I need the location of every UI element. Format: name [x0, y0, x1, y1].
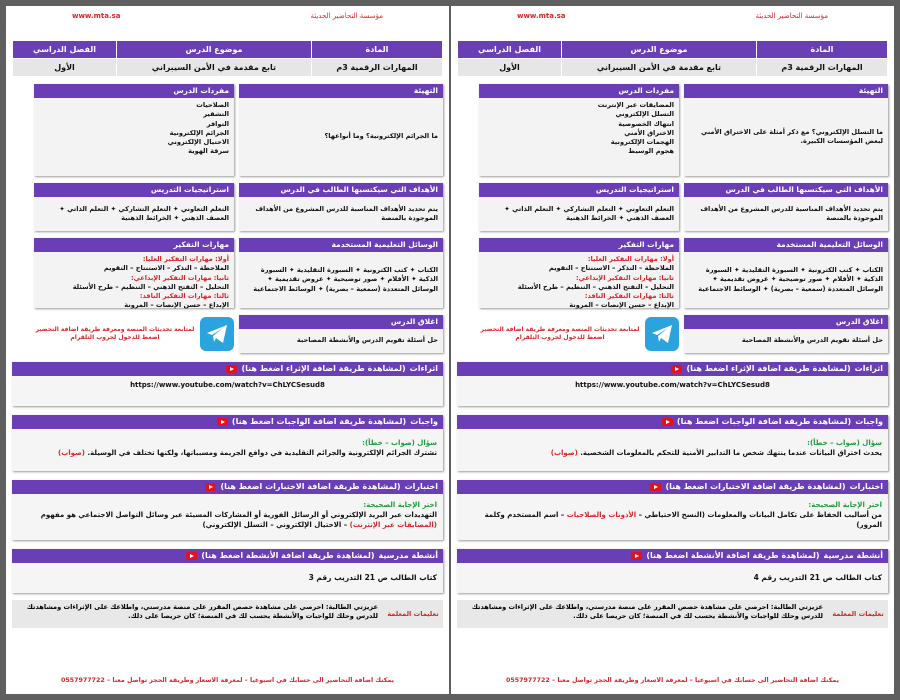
lesson-info-table	[12, 40, 443, 77]
homework-title: واجبات	[855, 417, 883, 426]
objectives-box	[684, 183, 888, 231]
tests-title: اختبارات	[849, 482, 883, 491]
vocab-item: الاختراق الأمني	[624, 128, 674, 137]
strategies-box	[479, 183, 679, 231]
notes-text: عزيزتي الطالبة: احرصي على مشاهدة حصص المقرر على منصة مدرستي، واطلاعك على الإثراءات ومشاهدتك للدرس وحلك للواجبات والأنشطة يحسب لك في المنصة؛ كان حريصا على ذلك.	[26, 603, 378, 620]
objectives-title: الأهداف التي سيكتسبها الطالب في الدرس	[684, 183, 888, 197]
aids-text: الكتاب ✦ كتب الكترونية ✦ السبورة التقليدية ✦ السبورة الذكية ✦ الأقلام ✦ صور توضيحية ✦ عروض تقديمية ✦ الوسائل المتعددة (سمعية – بصرية) ✦ الوسائط الاجتماعية	[698, 266, 883, 293]
homework-help-link[interactable]: (لمشاهدة طريقة اضافة الواجبات اضغط هنا)	[676, 417, 852, 426]
enrich-url[interactable]: https://www.youtube.com/watch?v=ChLYCSesud8	[575, 381, 770, 389]
telegram-ad[interactable]	[34, 315, 234, 353]
semester-value: الأول	[13, 59, 117, 77]
objectives-text: يتم تحديد الأهداف المناسبة للدرس المشروع من الأهداف الموجودة بالمنصة	[700, 204, 883, 222]
org-name: مؤسسة التحاضير الحديثة	[310, 12, 383, 20]
choose-label: اختر الإجابة الصحيحة:	[363, 501, 437, 509]
site-url[interactable]: www.mta.sa	[517, 12, 566, 20]
semester-header: الفصل الدراسي	[13, 41, 117, 59]
thinking-h3: ثالثا: مهارات التفكير الناقد:	[584, 292, 674, 301]
tf-label: سؤال (صواب – خطأ):	[807, 439, 882, 447]
tests-section	[12, 480, 443, 540]
test-question: من أساليب الحفاظ على تكامل البيانات والمعلومات (النسخ الاحتياطي –	[638, 511, 882, 519]
closing-text: حل أسئلة تقويم الدرس والأنشطة المصاحبة	[296, 336, 438, 345]
homework-answer: (صواب)	[550, 449, 578, 457]
vocab-item: التشفير	[203, 110, 229, 119]
activities-help-link[interactable]: (لمشاهدة طريقة اضافة الأنشطة اضغط هنا)	[201, 551, 375, 560]
thinking-h1: أولا: مهارات التفكير العليا:	[587, 255, 674, 263]
notes-text: عزيزتي الطالبة: احرصي على مشاهدة حصص المقرر على منصة مدرستي، واطلاعك على الإثراءات ومشاهدتك للدرس وحلك للواجبات والأنشطة يحسب لك في المنصة؛ كان حريصا على ذلك.	[471, 603, 823, 620]
vocab-item: الصلاحيات	[196, 101, 229, 109]
youtube-icon[interactable]	[205, 483, 216, 491]
youtube-icon[interactable]	[671, 365, 682, 373]
telegram-ad-text[interactable]: لمتابعة تحديثات المنصة ومعرفة طريقة اضافة التحضير اضغط للدخول لجروب التلقرام	[35, 326, 195, 341]
activity-text: كتاب الطالب ص 21 التدريب رقم 3	[308, 573, 437, 582]
vocab-item: المضايقات عبر الإنترنت	[597, 101, 674, 109]
choose-label: اختر الإجابة الصحيحة:	[808, 501, 882, 509]
thinking-t2: التحليل – التفتح الذهني – التنظيم – طرح الأسئلة	[72, 282, 229, 291]
homework-answer: (صواب)	[58, 449, 86, 457]
thinking-box	[479, 238, 679, 308]
subject-value: المهارات الرقمية 3م	[756, 59, 887, 77]
thinking-h1: أولا: مهارات التفكير العليا:	[142, 255, 229, 263]
vocab-item: الاحتيال الإلكتروني	[167, 138, 229, 147]
vocab-item: انتهاك الخصوصية	[618, 119, 674, 128]
page-footer: يمكنك اضافة التحاضير الى حسابك في اسبوعيا – لمعرفة الاسعار وطريقة الحجز تواصل معنا – 0557977722	[61, 677, 394, 684]
warmup-title: التهيئة	[684, 84, 888, 98]
thinking-t1: الملاحظة – التذكر – الاستنتاج – التقويم	[548, 264, 674, 273]
homework-title: واجبات	[410, 417, 438, 426]
thinking-h2: ثانيا: مهارات التفكير الإبداعي:	[575, 273, 674, 282]
teacher-notes	[457, 600, 888, 628]
page-footer: يمكنك اضافة التحاضير الى حسابك في اسبوعيا – لمعرفة الاسعار وطريقة الحجز تواصل معنا – 0557977722	[506, 677, 839, 684]
vocab-box	[479, 84, 679, 176]
warmup-box	[684, 84, 888, 176]
strategies-text: التعلم التعاوني ✦ التعلم التشاركي ✦ التعلم الذاتي ✦ العصف الذهني ✦ الخرائط الذهنية	[504, 204, 674, 222]
youtube-icon[interactable]	[631, 552, 642, 560]
vocab-item: الجرائم الإلكترونية	[169, 128, 229, 137]
strategies-box	[34, 183, 234, 231]
homework-question: يحدث اختراق البيانات عندما ينتهك شخص ما التدابير الأمنية للتحكم بالمعلومات الشخصية.	[580, 449, 882, 457]
homework-question: تشترك الجرائم الإلكترونية والجرائم التقليدية في دوافع الجريمة ومسبباتها، ولكنها تختلف في الوسيلة.	[87, 449, 437, 457]
aids-box	[684, 238, 888, 308]
warmup-text: ما الجرائم الإلكترونية؟ وما أنواعها؟	[324, 132, 438, 141]
closing-box	[684, 315, 888, 353]
warmup-box	[239, 84, 443, 176]
tf-label: سؤال (صواب – خطأ):	[362, 439, 437, 447]
notes-label: تعليمات المعلمة	[832, 610, 884, 618]
enrich-url[interactable]: https://www.youtube.com/watch?v=ChLYCSesud8	[130, 381, 325, 389]
closing-title: اغلاق الدرس	[684, 315, 888, 329]
topic-header: موضوع الدرس	[562, 41, 757, 59]
thinking-title: مهارات التفكير	[479, 238, 679, 252]
warmup-title: التهيئة	[239, 84, 443, 98]
thinking-box	[34, 238, 234, 308]
youtube-icon[interactable]	[662, 418, 673, 426]
topic-value: تابع مقدمة في الأمن السيبراني	[562, 59, 757, 77]
tests-help-link[interactable]: (لمشاهدة طريقة اضافة الاختبارات اضغط هنا)	[220, 482, 401, 491]
thinking-t2: التحليل – التفتح الذهني – التنظيم – طرح الأسئلة	[517, 282, 674, 291]
activities-title: أنشطة مدرسية	[823, 551, 883, 560]
vocab-item: سرقة الهوية	[188, 147, 229, 156]
page-topbar	[457, 6, 888, 26]
thinking-t1: الملاحظة – التذكر – الاستنتاج – التقويم	[103, 264, 229, 273]
homework-section	[457, 415, 888, 471]
thinking-h2: ثانيا: مهارات التفكير الإبداعي:	[130, 273, 229, 282]
test-answer: (المضايقات عبر الإنترنت)	[349, 521, 437, 529]
strategies-title: استراتيجيات التدريس	[34, 183, 234, 197]
youtube-icon[interactable]	[217, 418, 228, 426]
aids-box	[239, 238, 443, 308]
thinking-text	[479, 252, 679, 314]
strategies-title: استراتيجيات التدريس	[479, 183, 679, 197]
activity-text: كتاب الطالب ص 21 التدريب رقم 4	[753, 573, 882, 582]
telegram-icon[interactable]	[200, 317, 234, 351]
thinking-t3: الإبداع – حسن الإنصات – المرونة	[569, 301, 674, 310]
test-answer: الأذونات والصلاحيات	[566, 511, 637, 519]
tests-title: اختبارات	[404, 482, 438, 491]
closing-text: حل أسئلة تقويم الدرس والأنشطة المصاحبة	[741, 336, 883, 345]
page-topbar	[12, 6, 443, 26]
vocab-title: مفردات الدرس	[34, 84, 234, 98]
notes-label: تعليمات المعلمة	[387, 610, 439, 618]
enrich-title: اثراءات	[854, 364, 883, 373]
activities-help-link[interactable]: (لمشاهدة طريقة اضافة الأنشطة اضغط هنا)	[646, 551, 820, 560]
objectives-title: الأهداف التي سيكتسبها الطالب في الدرس	[239, 183, 443, 197]
semester-header: الفصل الدراسي	[458, 41, 562, 59]
enrich-section	[12, 362, 443, 406]
activities-section	[12, 549, 443, 593]
test-options: – الاحتيال الإلكتروني – التسلل الإلكتروني)	[202, 521, 348, 529]
topic-header: موضوع الدرس	[117, 41, 312, 59]
closing-title: اغلاق الدرس	[239, 315, 443, 329]
aids-title: الوسائل التعليمية المستخدمة	[239, 238, 443, 252]
org-name: مؤسسة التحاضير الحديثة	[755, 12, 828, 20]
vocab-item: التسلل الإلكتروني	[615, 110, 674, 119]
thinking-title: مهارات التفكير	[34, 238, 234, 252]
aids-text: الكتاب ✦ كتب الكترونية ✦ السبورة التقليدية ✦ السبورة الذكية ✦ الأقلام ✦ صور توضيحية ✦ عروض تقديمية ✦ الوسائل المتعددة (سمعية – بصرية) ✦ الوسائط الاجتماعية	[253, 266, 438, 293]
test-question: التهديدات عبر البريد الإلكتروني أو الرسائل الفورية أو المشاركات المسيئة عبر وسائل التواصل الاجتماعي هو مفهوم	[40, 511, 437, 519]
vocab-item: التوافر	[206, 119, 229, 128]
telegram-ad[interactable]	[479, 315, 679, 353]
teacher-notes	[12, 600, 443, 628]
tests-help-link[interactable]: (لمشاهدة طريقة اضافة الاختبارات اضغط هنا)	[665, 482, 846, 491]
aids-title: الوسائل التعليمية المستخدمة	[684, 238, 888, 252]
test-options: – اسم المستخدم وكلمة المرور)	[484, 511, 882, 529]
tests-section	[457, 480, 888, 540]
strategies-text: التعلم التعاوني ✦ التعلم التشاركي ✦ التعلم الذاتي ✦ العصف الذهني ✦ الخرائط الذهنية	[59, 204, 229, 222]
youtube-icon[interactable]	[186, 552, 197, 560]
subject-value: المهارات الرقمية 3م	[311, 59, 442, 77]
vocab-list	[479, 98, 679, 176]
thinking-h3: ثالثا: مهارات التفكير الناقد:	[139, 292, 229, 301]
vocab-list	[34, 98, 234, 176]
activities-section	[457, 549, 888, 593]
lesson-info-table	[457, 40, 888, 77]
activities-title: أنشطة مدرسية	[378, 551, 438, 560]
lesson-page-left	[6, 6, 449, 694]
enrich-help-link[interactable]: (لمشاهدة طريقة اضافة الإثراء اضغط هنا)	[241, 364, 406, 373]
site-url[interactable]: www.mta.sa	[72, 12, 121, 20]
vocab-item: الهجمات الإلكترونية	[610, 138, 674, 147]
enrich-title: اثراءات	[409, 364, 438, 373]
lesson-page-right	[451, 6, 894, 694]
youtube-icon[interactable]	[650, 483, 661, 491]
thinking-t3: الإبداع – حسن الإنصات – المرونة	[124, 301, 229, 310]
homework-help-link[interactable]: (لمشاهدة طريقة اضافة الواجبات اضغط هنا)	[231, 417, 407, 426]
thinking-text	[34, 252, 234, 314]
objectives-text: يتم تحديد الأهداف المناسبة للدرس المشروع من الأهداف الموجودة بالمنصة	[255, 204, 438, 222]
warmup-text: ما التسلل الإلكتروني؟ مع ذكر أمثلة على الاختراق الأمني لبعض المؤسسات الكبيرة.	[701, 127, 883, 145]
objectives-box	[239, 183, 443, 231]
subject-header: المادة	[311, 41, 442, 59]
youtube-icon[interactable]	[226, 365, 237, 373]
vocab-item: هجوم الوسيط	[628, 147, 674, 156]
subject-header: المادة	[756, 41, 887, 59]
closing-box	[239, 315, 443, 353]
enrich-section	[457, 362, 888, 406]
homework-section	[12, 415, 443, 471]
telegram-icon[interactable]	[645, 317, 679, 351]
topic-value: تابع مقدمة في الأمن السيبراني	[117, 59, 312, 77]
enrich-help-link[interactable]: (لمشاهدة طريقة اضافة الإثراء اضغط هنا)	[686, 364, 851, 373]
semester-value: الأول	[458, 59, 562, 77]
telegram-ad-text[interactable]: لمتابعة تحديثات المنصة ومعرفة طريقة اضافة التحضير اضغط للدخول لجروب التلقرام	[480, 326, 640, 341]
vocab-box	[34, 84, 234, 176]
vocab-title: مفردات الدرس	[479, 84, 679, 98]
